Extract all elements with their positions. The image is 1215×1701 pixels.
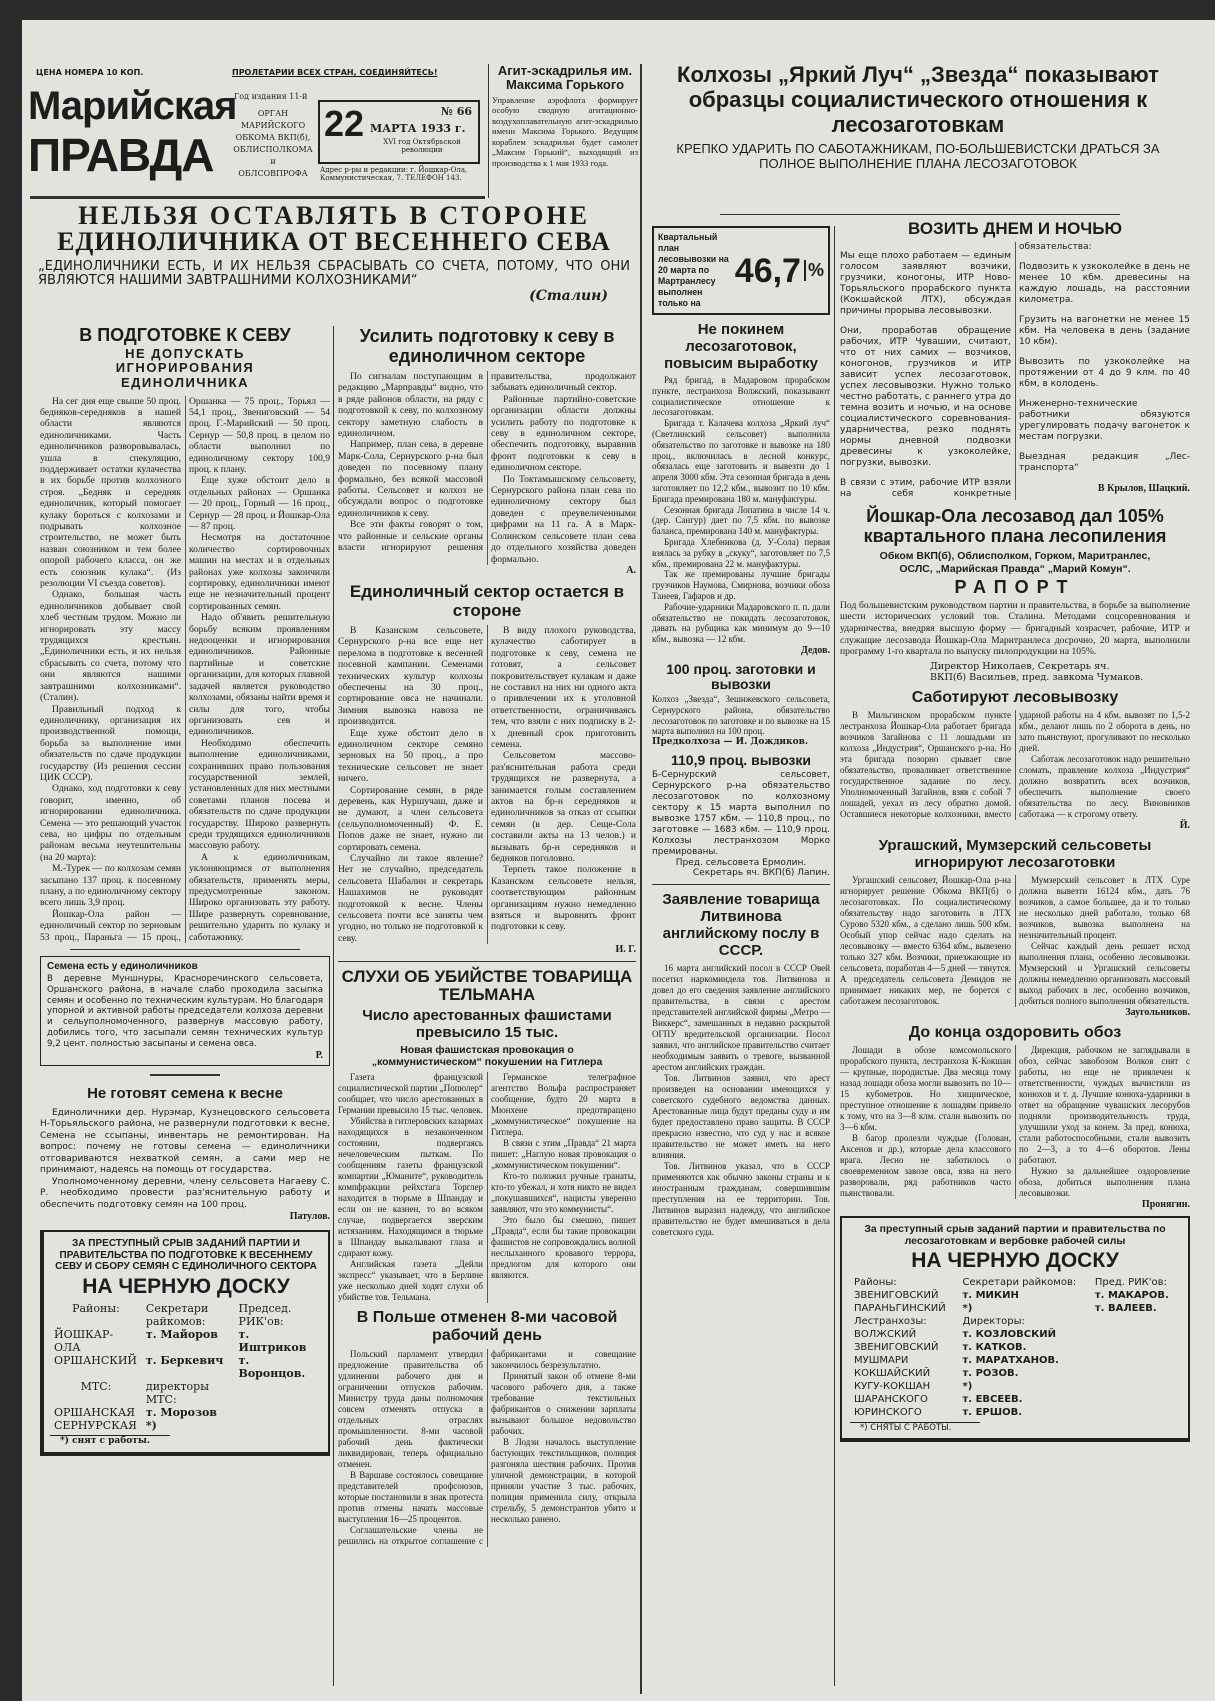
mts: ОРШАНСКАЯ bbox=[54, 1406, 136, 1420]
article-body bbox=[338, 1349, 636, 1547]
paragraph: В виду плохого руководства, кулачество саботирует в подготовке к севу, семена не готовят, а сельсовет покровительствует кулакам и даже не составил на них ни одного акта о привлечении их к уголовной ответственности, ограничиваясь тем, что взяли с них подписку в 2-х дневный срок приготовить семена. bbox=[491, 624, 636, 750]
article-agit-eskadrilya bbox=[492, 64, 638, 168]
plan-percent-value: 46,7 bbox=[734, 251, 801, 290]
paragraph: Однако, ход подготовки к севу говорит, именно, об игнорировании единоличника. Семена — это решающий участок сева, но цифры по отдельным районам весьма неутешительны (на 20 марта): bbox=[40, 783, 181, 863]
divider bbox=[338, 961, 636, 962]
paragraph: Все эти факты говорят о том, что районные и сельские органы власти игнорируют решения правительства, продолжают забывать единоличный сектор. bbox=[338, 371, 636, 554]
board-row bbox=[850, 1406, 1180, 1419]
paragraph: Польский парламент утвердил предложение правительства об удлинении рабочего дня и ограничении отпусков рабочим. Министру труда даны полномочия совсем отменять отпуска в отдельных отраслях промышленности. 8-ми часовой рабочий день фактически ликвидирован, теперь официально отменен. bbox=[338, 1349, 483, 1470]
paragraph: Выездная редакция „Лес-транспорта“ bbox=[1019, 452, 1190, 474]
article-100-proc bbox=[652, 662, 830, 747]
paragraph: Лошади в обозе комсомольского прорабского пункта, лестранхоза К-Кокшан — крупные, породистые. Два месяца тому назад лошади обоза могли вывозить по 10—15 кубометров. Но хищническое, преступное отношение к лошадям привело к тому, что на 3—8 клм. стали вывозить по 3—6 кбм. bbox=[840, 1045, 1011, 1133]
signature: Дедов. bbox=[800, 644, 830, 656]
date-month-year: МАРТА 1933 г. bbox=[370, 122, 466, 135]
signature: Пред. сельсовета Ермолин. bbox=[675, 858, 807, 869]
divider bbox=[70, 949, 300, 950]
article-litvinov bbox=[652, 891, 830, 1238]
article-sabotiruyut bbox=[840, 689, 1190, 831]
board-table bbox=[850, 1276, 1180, 1419]
slogan: ПРОЛЕТАРИИ ВСЕХ СТРАН, СОЕДИНЯЙТЕСЬ! bbox=[232, 68, 438, 77]
paragraph: Сортирование семян, в ряде деревень, как Нуршучаш, даже и не думают, а член сельсовета (сельуполномоченный) Ф. Е. Попов даже не знает, нужно ли сортировать семена. bbox=[338, 784, 483, 853]
board-row bbox=[850, 1328, 1180, 1341]
board-row-cell: т. МАКАРОВ. bbox=[1094, 1289, 1169, 1301]
right-column-b bbox=[840, 220, 1190, 1442]
board-header-row bbox=[50, 1302, 322, 1328]
col-header: директоры МТС: bbox=[145, 1380, 209, 1407]
paragraph: Так же премированы лучшие бригады грузчиков Наумова, Смирнова, возчики обоза Танеев, Гафаров и др. bbox=[652, 569, 830, 601]
signature: Патулов. bbox=[289, 1211, 330, 1223]
board-header-row-cell: Лестранхозы: bbox=[854, 1315, 927, 1327]
article-urgashsky bbox=[840, 837, 1190, 1018]
paragraph: Они, проработав обращение рабочих, ИТР Чувашии, считают, что от них самих — возчиков, коногонов, грузчиков и ИТР зависит успех лесозаготовок, успех лесовывозки. Нужно только честно работать, с раннего утра до темна возить и ночью, и на основе социалистического соревнования-ударничества, резко поднять нормы дневной подвозки древесины к узкоколейке, погрузки, вывозки. bbox=[840, 326, 1011, 469]
divider bbox=[834, 226, 835, 1686]
lead-right bbox=[648, 62, 1188, 171]
article-body: Колхоз „Звезда“, Зешижевского сельсовета, Сернурского района, обязательство лесозаготовок по заготовке и по вывозке на 15 марта выполнил на 100 проц. bbox=[652, 693, 830, 737]
article-title: СЛУХИ ОБ УБИЙСТВЕ ТОВАРИЩА ТЕЛЬМАНА bbox=[341, 967, 633, 1005]
paragraph: А к единоличникам, уклоняющимся от выполнения обязательств, применять меры, предусмотренные законом. Широко организовать эту работу. Шире развернуть соревнование, решительно ударить по кулаку и саботажнику. bbox=[189, 851, 330, 943]
middle-column bbox=[338, 326, 636, 1553]
lead-headline-edinolichnik bbox=[30, 203, 638, 255]
article-body bbox=[40, 1108, 330, 1212]
paragraph: В Варшаве состоялось совещание представителей профсоюзов, которые постановили в знак протеста против отмены начать массовые выступления 16—25 процентов. bbox=[338, 1470, 483, 1525]
plan-percent-unit: % bbox=[804, 260, 824, 281]
board-title: НА ЧЕРНУЮ ДОСКУ bbox=[911, 1249, 1119, 1273]
paragraph: Принятый закон об отмене 8-ми часового рабочего дня, а также требование текстильных фабрикантов о снижении зарплаты вызывают большое недовольство рабочих. bbox=[491, 1371, 636, 1437]
paragraph: Грузить на вагонетки не менее 15 кбм. На человека в день (задание 10 кбм). bbox=[1019, 315, 1190, 348]
board-row-cell: ЗВЕНИГОВСКИЙ bbox=[854, 1341, 939, 1353]
paragraph: По Токтамышскому сельсовету, Сернурского района план сева по единоличному сектору был доведен с преувеличенными цифрами на 11 га. А в Марк-Солинском сельсовете план сева до отдельного хозяйства доведен формально. bbox=[491, 473, 636, 565]
year-of-publication: Год издания 11-й bbox=[234, 92, 308, 101]
article-title: До конца оздоровить обоз bbox=[908, 1024, 1122, 1042]
paragraph: Сейчас каждый день решает исход выполнения плана, особенно лесовывозки. Мумзерский и Ургашский сельсоветы должны немедленно организовать массовый выход рабочих в лес, особенно возчиков, добиться полного выполнения обязательств. bbox=[1019, 941, 1190, 1007]
paragraph: В Мильгинском прорабском пункте лестранхоза Йошкар-Ола работает бригада возчиков Загайнова с 11 лошадьми из колхоза „Индустрия“, Оршанского р-на. Но эта бригада позорно срывает свое обязательство, проваливает ответственное государственное задание по лесу. Уполномоченный Загайнов, взяв с собой 7 лошадей, уехал из лесу обратно домой. Оставшиеся некоторые колхозники, вместо ударной работы на 4 кбм. вывозят по 1,5-2 кбм., делают лишь по 2 оборота в день, но зато пьянствуют, прогуливают по несколько дней. bbox=[840, 710, 1190, 820]
district: ОРШАНСКИЙ bbox=[54, 1354, 138, 1368]
board-table bbox=[50, 1302, 322, 1432]
board-header-row-cell: Директоры: bbox=[962, 1315, 1025, 1327]
chairman: т. Воронцов. bbox=[238, 1354, 306, 1381]
paragraph: Тов. Литвинов заявил, что арест произведен на основании имеющихся у советского судебного ведомства данных. Арестованные лица будут преданы суду и им будет предоставлено право защиты. В СССР прекрасно известно, что суд у нас и всякое правительство не может иметь на него влияния. bbox=[652, 1073, 830, 1161]
paragraph: Районные партийно-советские организации области должны усилить работу по подготовке к севу в единоличном секторе, обеспечить подготовку, выравнив фронт подготовки к севу в единоличном секторе. bbox=[491, 393, 636, 474]
paragraph: По сигналам поступающим в редакцию „Марправды“ видно, что в ряде районов области, на ряду с подготовкой к севу, по колхозному сектору заметную слабость в единоличном. bbox=[338, 371, 483, 440]
price: ЦЕНА НОМЕРА 10 КОП. bbox=[36, 68, 144, 77]
board-row-cell: т. ЕВСЕЕВ. bbox=[962, 1393, 1023, 1405]
paragraph: Еще хуже обстоит дело в отдельных районах — Оршанка — 20 проц., Горный — 16 проц., Сернур — 28 проц. и Йошкар-Ола — 87 проц. bbox=[189, 475, 330, 532]
board-row bbox=[50, 1419, 322, 1432]
divider bbox=[30, 196, 485, 199]
board-row-cell: МУШМАРИ bbox=[854, 1354, 909, 1366]
paragraph: Однако, большая часть единоличников добывает свой хлеб честным трудом. Можно ли игнорировать эту массу трудящихся крестьян. „Единоличники есть, и их нельзя сбрасывать со счета, потому что они являются нашими завтрашними колхозниками“. (Сталин). bbox=[40, 589, 181, 704]
paragraph: Дирекция, рабочком не заглядывали в обоз, сейчас завобозом Волков снят с работы, но еще не привлечен к ответственности, чуждых вычистили из конюхов и т. д. Лучшие конюха-ударники в ответ на обращение чувашских лесорубов подняли производительность труда, улучшили уход за конем. За пред. конюха, стали работоспособными, стали вывозить по 2—3, а то 4—6 оборотов. Лены работают. bbox=[1019, 1045, 1190, 1166]
paragraph: Подвозить к узкоколейке в день не менее 10 кбм. древесины на каждую лошадь, на расстоянии километра. bbox=[1019, 262, 1190, 306]
board-row bbox=[850, 1341, 1180, 1354]
paragraph: Правильный подход к единоличнику, организация их производственной помощи, борьба за выполнение ими обязательств по сдаче продукции государству (Из решения сессии ЦИК СССР). bbox=[40, 703, 181, 783]
empty-cell bbox=[235, 1406, 322, 1419]
stalin-quote: „ЕДИНОЛИЧНИКИ ЕСТЬ, И ИХ НЕЛЬЗЯ СБРАСЫВАТЬ СО СЧЕТА, ПОТОМУ, ЧТО ОНИ ЯВЛЯЮТСЯ НАШИМИ ЗАВТРАШНИМИ КОЛХОЗНИКАМИ“ bbox=[38, 259, 630, 288]
signature: Директор Николаев, Секретарь яч. bbox=[930, 660, 1110, 672]
article-title: В ПОДГОТОВКЕ К СЕВУ bbox=[79, 325, 291, 345]
paragraph: На сег дня еще свыше 50 проц. бедняков-середняков в нашей области являются единоличниками. Часть единоличников разворовывалась, ушла в спекуляцию, поддерживает остатки кулачества в их борьбе против колхозного строя. „Бедняк и середняк единоличник, который помогает кулаку бороться с колхозами и подрывать колхозное строительство, не может быть назван союзником и тем более опорой рабочего класса, он же есть союзник кулака“. (Из резолюции VI съезда советов). bbox=[40, 395, 181, 590]
lead-subhead-lesozagotovki: КРЕПКО УДАРИТЬ ПО САБОТАЖНИКАМ, ПО-БОЛЬШЕВИСТСКИ ДРАТЬСЯ ЗА ПОЛНОЕ ВЫПОЛНЕНИЕ ПЛАНА ЛЕСОЗАГОТОВОК bbox=[676, 141, 1160, 171]
signature: Р. bbox=[315, 1049, 323, 1061]
article-subtitle: НЕ ДОПУСКАТЬ ИГНОРИРОВАНИЯ ЕДИНОЛИЧНИКА bbox=[115, 346, 255, 390]
paragraph: Еще хуже обстоит дело в единоличном секторе семяно зерновых на 50 проц., а про технические сельсовет не знает ничего. bbox=[338, 727, 483, 785]
date-day: 22 bbox=[324, 103, 365, 144]
article-110-proc bbox=[652, 753, 830, 878]
paragraph: В связи с этим „Правда“ 21 марта пишет: „Наглую новая провокация о „коммунистическом покушении“. bbox=[491, 1138, 636, 1171]
board-header-row-cell: Секретари райкомов: bbox=[962, 1276, 1077, 1288]
board-row-cell: ПАРАНЬГИНСКИЙ bbox=[854, 1302, 946, 1314]
article-title: Семена есть у единоличников bbox=[47, 961, 198, 973]
logo-line-2: ПРАВДА bbox=[28, 129, 214, 181]
paragraph: Убийства в гитлеровских казармах находящихся в незаконченном состоянии, подвергаясь нечеловеческим пыткам. По сообщениям газеты французской компартии „Юманите“, руководитель компфракции рейхстага Торглер находится в тюрьме в Шпандау и если он не казнен, то во всяком случае, подвергается зверским истязаниям. Находящимся в тюрьме в Шпандау выкалывают глаза и сдирают кожу. bbox=[338, 1116, 483, 1259]
logo-line-1: Марийская bbox=[28, 84, 237, 128]
signature: Й. bbox=[1179, 820, 1190, 832]
divider bbox=[333, 326, 334, 1686]
director: т. Морозов bbox=[145, 1406, 217, 1420]
article-body bbox=[338, 371, 636, 565]
paragraph: Инженерно-технические работники обязуются урегулировать подачу вагонеток к местам погрузки. bbox=[1019, 399, 1190, 443]
board-row bbox=[50, 1354, 322, 1380]
paragraph: Кто-то положил ручные гранаты, кто-то убежал, и хотя никто не видел „покушавшихся“, нацисты уверенно заявляют, что это коммунисты“. bbox=[491, 1171, 636, 1215]
organ-line: ОБЛСОВПРОФА bbox=[238, 169, 308, 178]
board-row bbox=[50, 1328, 322, 1354]
organ-line: ОРГАН bbox=[257, 109, 289, 118]
paragraph: М.-Турек — по колхозам семян засыпано 137 проц. к посевному плану, а по единоличному сектору всего лишь 3,9 проц. bbox=[40, 863, 181, 909]
article-edinolichny-sektor bbox=[338, 582, 636, 955]
board-row-cell: т. МАРАТХАНОВ. bbox=[962, 1354, 1059, 1366]
paragraph: Бригада Хлебникова (д. У-Сола) первая взялась за рубку в „скуку“, заготовляет по 7,5 кбм., премирована 22 м. мануфактуры. bbox=[652, 536, 830, 569]
paragraph: В Казанском сельсовете, Сернурского р-на все еще нет перелома в подготовке к весенней посевной кампании. Семенами технических культур колхозы обеспечены на 30 проц., сортирование овса не начинали. Зимняя вывозка навоза не производится. bbox=[338, 624, 483, 728]
article-body: В деревне Муншнуры, Красноречинского сельсовета, Оршанского района, в начале слабо проходила засыпка семян и особенно по техническим культурам. Но благодаря упорной и активной работы председатели колхоза деревни и сельуполномоченного, развернув массовую работу, добились того, что засыпали семян технических культур 9,2 цент. полностью засыпаны и семена овса. bbox=[47, 974, 323, 1049]
paragraph: Рабочие-ударники Мадаровского п. п. дали обязательство не покидать лесозаготовок, давать на рубщика как минимум до 9—10 кбм., вывозка — 12 кбм. bbox=[652, 601, 830, 645]
paragraph: Вывозить по узкоколейке на протяжении от 4 до 9 клм. по 40 кбм, в колодень. bbox=[1019, 357, 1190, 390]
board-row bbox=[850, 1289, 1180, 1302]
article-title: В Польше отменен 8-ми часовой рабочий день bbox=[356, 1309, 618, 1345]
paragraph: Необходимо обеспечить выполнение единоличниками, сохранивших право пользования государственной землей, установленных для них местными советами планов посева и обязательств по сдаче продукции государству. Широко развернуть среди трудящихся единоличников массовую работу. bbox=[189, 737, 330, 852]
lead-headline-kolkhozy: Колхозы „Яркий Луч“ „Звезда“ показывают образцы социалистического отношения к лесозаготовкам bbox=[677, 62, 1159, 137]
article-title: Усилить подготовку к севу в единоличном секторе bbox=[359, 326, 615, 366]
paragraph: Английская газета „Дейли экспресс“ указывает, что в Берлине уже несколько дней ходят слухи об убийстве тов. Тельмана. bbox=[338, 1259, 483, 1303]
board-row bbox=[50, 1406, 322, 1419]
left-column bbox=[40, 326, 330, 1456]
article-vozit-dnem-i-nochyu bbox=[840, 220, 1190, 500]
issue-number: № 66 bbox=[440, 105, 472, 118]
board-row-cell: *) bbox=[962, 1380, 973, 1392]
divider bbox=[652, 884, 830, 885]
board-header: За преступный срыв заданий партии и правительства по лесозаготовкам и вербовке рабочей силы bbox=[864, 1223, 1166, 1248]
board-row-cell: КУГУ-КОКШАН bbox=[854, 1380, 931, 1392]
signature: Пронягин. bbox=[1141, 1199, 1190, 1211]
article-subtitle: Число арестованных фашистами превысило 15 тыс. bbox=[362, 1007, 612, 1042]
board-title: НА ЧЕРНУЮ ДОСКУ bbox=[82, 1274, 290, 1298]
date-box bbox=[318, 100, 480, 164]
board-row-cell: *) bbox=[962, 1302, 973, 1314]
col-header: МТС: bbox=[80, 1380, 112, 1394]
director: *) bbox=[145, 1419, 157, 1433]
board-row-cell: т. КАТКОВ. bbox=[962, 1341, 1027, 1353]
article-title: Не покинем лесозаготовок, повысим выработку bbox=[664, 321, 818, 372]
secretary: т. Майоров bbox=[145, 1328, 218, 1342]
article-v-podgotovke-k-sevu bbox=[40, 326, 330, 943]
signature: В Крылов, Шацкий. bbox=[1097, 483, 1190, 495]
paragraph: Нужно за дальнейшее оздоровление обоза, добиться выполнения плана лесовывозки. bbox=[1019, 1166, 1190, 1199]
board-row-cell: ВОЛЖСКИЙ bbox=[854, 1328, 917, 1340]
article-lesozavod-105 bbox=[840, 506, 1190, 682]
article-title: Не готовят семена к весне bbox=[87, 1084, 283, 1102]
article-ne-pokinem bbox=[652, 321, 830, 656]
empty-cell bbox=[235, 1419, 322, 1432]
report-label: РАПОРТ bbox=[954, 577, 1076, 598]
paragraph: Тов. Литвинов указал, что в СССР применяются как обычно законы страны и к иностранным гражданам, совершившим преступления на ее территории. Тов. Литвинов выразил надежду, что английское правительство не будет вмешиваться в дела советского суда. bbox=[652, 1161, 830, 1238]
article-body bbox=[840, 710, 1190, 820]
black-board-sev bbox=[40, 1230, 330, 1456]
paragraph: Несмотря на достаточное количество сортировочных машин на местах и в отдельных районах уже колхозы закончили сортировку, единоличники имеют еще не незначительный процент сортированных семян. bbox=[189, 532, 330, 612]
signature: ВКП(б) Васильев, пред. завкома Чумаков. bbox=[930, 671, 1144, 683]
paragraph: Германское телеграфное агентство Вольфа распространяет сообщение, будто 20 марта в Мюнхене предотвращено „коммунистическое“ покушение на Гитлера. bbox=[491, 1072, 636, 1138]
paragraph: В Лодзи началось выступление бастующих текстильщиков, полиция разгоняла шествия рабочих. Против уличной демонстрации, в которой приняли участие 3 тыс. рабочих, полиция применила силу, открыла стрельбу, 5 демонстрантов убито и несколько ранено. bbox=[491, 1437, 636, 1525]
article-body: Под большевистским руководством партии и правительства, в борьбе за выполнение шести исторических условий тов. Сталина. Методами соцсоревнования и ударничества, внедряя высшую форму — бригадный хозрасчет, рабочие, ИТР и служащие лесозавода Йошкар-Ола Маритранлеса досрочно, 20 марта, выполнили программу 1-го квартала по выпуску пилопродукции на 105%. bbox=[840, 599, 1190, 658]
board-header-row bbox=[50, 1380, 322, 1406]
board-header-row bbox=[850, 1315, 1180, 1328]
board-row-cell: КОКШАЙСКИЙ bbox=[854, 1367, 931, 1379]
signature: А. bbox=[626, 564, 636, 576]
paragraph: Надо об'явить решительную борьбу всяким проявлениям недооценки и игнорирования единоличников. Районные партийные и советские организации, для которых главной задачей является руководство колхозами, обязаны найти время и силы для того, чтобы организовать сев и единоличников. bbox=[189, 612, 331, 738]
secretary: т. Беркевич bbox=[145, 1354, 224, 1368]
article-body bbox=[40, 396, 330, 944]
board-header: ЗА ПРЕСТУПНЫЙ СРЫВ ЗАДАНИЙ ПАРТИИ И ПРАВИТЕЛЬСТВА ПО ПОДГОТОВКЕ К ВЕСЕННЕМУ СЕВУ И СБОРУ СЕМЯН С ЕДИНОЛИЧНОГО СЕКТОРА bbox=[55, 1238, 317, 1273]
mts: СЕРНУРСКАЯ bbox=[54, 1419, 137, 1433]
article-body bbox=[840, 242, 1190, 500]
paragraph: Ургашский сельсовет, Йошкар-Ола р-на игнорирует решение Обкома ВКП(б) о лесозаготовках. По социалистическому обязательству надо заготовить в ЛТХ Сурово 5320 кбм., а сделано лишь 500 кбм. Особый упор сейчас надо сделать на лесовывозку — вместо 6364 кбм., вывезено только 327 кбм. Возчики, приезжающие из сельсовета, поработав 4—5 дней — тянутся. А председатель сельсовета Демидов не принимает никаких мер, не борется с саботажем лесозаготовок. bbox=[840, 875, 1011, 1007]
paragraph: Сельсоветом массово-раз'яснительная работа среди трудящихся не развернута, а занимается голым составлением актов на бр-н середняков и единоличников за отказ от ссыпки семян (в дер. Сеще-Сола составили акты на 13 челов.) и вызывать бр-н середняков и бедняков поголовно. bbox=[491, 750, 636, 865]
col-header: Секретари райкомов: bbox=[145, 1302, 209, 1329]
article-title: Заявление товарища Литвинова английскому послу в СССР. bbox=[662, 891, 820, 960]
paragraph: Саботаж лесозаготовок надо решительно сломать, правление колхоза „Индустрия“ должно возвратить всех возчиков, обеспечить выполнение своего обязательства по лесу. Виновников саботажа — к строгому ответу. bbox=[1019, 754, 1190, 820]
divider bbox=[640, 64, 642, 1694]
article-body bbox=[840, 1045, 1190, 1199]
board-row-cell: т. РОЗОВ. bbox=[962, 1367, 1019, 1379]
col-header: Председ. РИК'ов: bbox=[238, 1302, 292, 1329]
board-header-row-cell: Пред. РИК'ов: bbox=[1094, 1276, 1167, 1288]
lead-left bbox=[30, 203, 638, 304]
signature: Заугольников. bbox=[1125, 1007, 1190, 1019]
paragraph: Уполномоченному деревни, члену сельсовета Нагаеву С. Р. необходимо провести раз'яснительную работу и обеспечить подготовку семян на 100 проц. bbox=[40, 1176, 330, 1210]
article-title: Саботируют лесовывозку bbox=[911, 688, 1119, 706]
board-footnote: *) снят с работы. bbox=[50, 1435, 170, 1446]
article-body: Б-Сернурский сельсовет, Сернурского р-на обязательство лесозаготовок по колхозному сектору к 15 марта выполнил по вывозке 1757 кбм. — 110,8 проц., по заготовке — 1683 кбм. — 110,9 проц. Колхозы лестранхозом Морко премированы. bbox=[652, 770, 830, 858]
quote-author: (Сталин) bbox=[529, 288, 608, 304]
organ-line: МАРИЙСКОГО bbox=[240, 121, 306, 130]
paragraph: Это было бы смешно, пишет „Правда“, если бы такие провокации фашистов не сопровождались волной неслыханного кровавого террора, предлогом для которого они являются. bbox=[491, 1215, 636, 1281]
board-header-row bbox=[850, 1276, 1180, 1289]
organ-lines bbox=[232, 108, 314, 180]
paragraph: Соглашательские члены не решились на открытое соглашение с фабрикантами и совещание закончилось безрезультатно. bbox=[338, 1349, 636, 1547]
article-usilit-podgotovku bbox=[338, 326, 636, 576]
board-header-row-cell: Районы: bbox=[854, 1276, 897, 1288]
board-row-cell: т. МИКИН bbox=[962, 1289, 1019, 1301]
organ-line: ОБЛИСПОЛКОМА и bbox=[233, 145, 313, 166]
paragraph: Единоличники дер. Нурэмар, Кузнецовского сельсовета Н-Торьяльского района, не развернули подготовки к весне. Семена не ссыпаны, инвентарь не ремонтирован. На вопрос: почему не готовы семена — единоличники отговариваются нехваткой семян, а сами мер не принимают, надеясь на помощь от государства. bbox=[40, 1107, 330, 1176]
headline-line-2: ЕДИНОЛИЧНИКА ОТ ВЕСЕННЕГО СЕВА bbox=[57, 227, 611, 256]
paragraph: В связи с этим, рабочие ИТР взяли на себя конкретные обязательства: bbox=[840, 242, 1092, 500]
divider bbox=[488, 64, 489, 198]
article-title: Ургашский, Мумзерский сельсоветы игнорируют лесозаготовки bbox=[878, 837, 1152, 872]
board-row-cell: ЗВЕНИГОВСКИЙ bbox=[854, 1289, 939, 1301]
article-body bbox=[840, 875, 1190, 1007]
article-title: Агит-эскадрилья им. Максима Горького bbox=[497, 63, 633, 93]
article-telman bbox=[338, 968, 636, 1303]
divider bbox=[720, 214, 1120, 215]
headline-line-1: НЕЛЬЗЯ ОСТАВЛЯТЬ В СТОРОНЕ bbox=[78, 201, 590, 230]
signature: И. Г. bbox=[615, 944, 636, 956]
paragraph: В багор пролезли чуждые (Голован, Аксенов и др.), которые дела классового врага. Лесно не заботилось о своевременном завозе овса, язва на него разворовали, ряд работников часто пьянствовали. bbox=[840, 1133, 1011, 1199]
newspaper-logo bbox=[28, 84, 237, 182]
board-row-cell: т. ВАЛЕЕВ. bbox=[1094, 1302, 1157, 1314]
paragraph: Бригада т. Калачева колхоза „Яркий луч“ (Светлинский сельсовет) выполнила обязательство по заготовке и вывозке на 180 проц., включилась в лесной конкурс, обязалась еще заготовить и вывезти до 1 апреля 3000 кбм. Эта сезонная бригада в день заготовляет по 12,2 кбм., вывозит по 10 кбм. Бригада премирована 180 м. мануфактуры. bbox=[652, 418, 830, 504]
article-body bbox=[338, 1072, 636, 1303]
board-row bbox=[850, 1380, 1180, 1393]
article-polsha bbox=[338, 1309, 636, 1547]
article-title: ВОЗИТЬ ДНЕМ И НОЧЬЮ bbox=[907, 219, 1123, 238]
paragraph: Мумзерский сельсовет в ЛТХ Суре должна вывезти 16124 кбм., дать 76 возчиков, а самое большее, да и то только не несколько дней работало, только 68 возчиков, вывозка выполнена на незначительный процент. bbox=[1019, 875, 1190, 941]
right-column-a bbox=[652, 226, 830, 1244]
paragraph: Мы еще плохо работаем — единым голосом заявляют возчики, грузчики, коногоны, ИТР Ново-Торьяльского прорабского пункта (Кокшайской ЛТХ), обсуждая причины прорыва лесовывозки. bbox=[840, 251, 1011, 317]
article-title: 100 проц. заготовки и вывозки bbox=[666, 660, 816, 692]
board-row bbox=[850, 1354, 1180, 1367]
article-body bbox=[652, 375, 830, 645]
article-body: Управление аэрофлота формирует особую сводную агитационно-воздухоплавательную агит-эскадрилью имени Максима Горького. Ведущим кораблем эскадрильи будет самолет „Максим Горький“, выходящий из производства к 1 мая 1933 года. bbox=[492, 95, 638, 168]
board-row-cell: т. КОЗЛОВСКИЙ bbox=[962, 1328, 1057, 1340]
revolution-year: XVI год Октябрьской революции bbox=[383, 138, 461, 154]
article-oboz bbox=[840, 1024, 1190, 1210]
signature: Секретарь яч. ВКП(б) Лапин. bbox=[692, 868, 830, 879]
article-body bbox=[338, 625, 636, 944]
board-row-cell: ШАРАНСКОГО bbox=[854, 1393, 928, 1405]
article-title: 110,9 проц. вывозки bbox=[670, 752, 812, 769]
paragraph: Йошкар-Ола район — единоличный сектор по зерновым 53 проц., Параньга — 15 проц., Оршанка — 75 проц., Торьял — 54,1 проц., Звениговский — 54 проц. Г.-Марийский — 50 проц. Сернур — 50,8 проц. в целом по области выполнил по единоличному сектору 100,9 проц. к плану. bbox=[40, 395, 330, 943]
article-semena-est bbox=[40, 956, 330, 1066]
board-row-cell: т. ЕРШОВ. bbox=[962, 1406, 1023, 1418]
col-header: Районы: bbox=[72, 1302, 120, 1316]
board-row-cell: ЮРИНСКОГО bbox=[854, 1406, 922, 1418]
paragraph: Сезонная бригада Лопатина в числе 14 ч. (дер. Сангур) дает по 7,5 кбм. по вывозке баланса, премирована 140 м. мануфактуры. bbox=[652, 504, 830, 537]
board-footnote: *) СНЯТЫ С РАБОТЫ. bbox=[850, 1422, 980, 1433]
paragraph: Ряд бригад, в Мадаровом прорабском пункте, лестранхоза Волжский, показывают социалистическое отношение к лесозаготовкам. bbox=[652, 375, 830, 418]
chairman: т. Иштриков bbox=[238, 1328, 307, 1355]
paragraph: Терпеть такое положение в Казанском сельсовете нельзя, соответствующим районным организациям нужно немедленно взяться и выровнять фронт подготовки к севу. bbox=[491, 864, 636, 933]
article-ne-gotovyat-semena bbox=[40, 1086, 330, 1223]
paragraph: 16 марта английский посол в СССР Овей посетил наркоминдела тов. Литвинова и довел до его сведения заявление английского правительства, в связи с арестом представителей английской фирмы „Метро — Виккерс“, замешанных в недавно раскрытой ОГПУ вредительской организации. Посол заявил, что английское правительство считает необходимым заявить о тревоге, вызванной арестом английских граждан. bbox=[652, 963, 830, 1073]
district: ЙОШКАР-ОЛА bbox=[54, 1328, 114, 1355]
divider bbox=[150, 1074, 220, 1076]
plan-label: Квартальный план лесовывозки на 20 марта по Мартранлесу выполнен только на bbox=[658, 232, 729, 308]
board-row bbox=[850, 1393, 1180, 1406]
article-body bbox=[652, 963, 830, 1238]
address: Адрес р-ры и редакции: г. Йошкар-Ола, Коммунистическая, 7. ТЕЛЕФОН 143. bbox=[320, 166, 468, 182]
article-title: Единоличный сектор остается в стороне bbox=[349, 581, 625, 620]
board-row bbox=[850, 1367, 1180, 1380]
paragraph: Например, план сева, в деревне Марк-Сола, Сернурского р-на был доведен по посевному плану формально, без всякой массовой работы. Сельсовет и колхоз не обсуждали вопрос о подготовке единоличников к севу. bbox=[338, 439, 483, 519]
report-addressees: Обком ВКП(б), Облисполком, Горком, Маритранлес, ОСЛС, „Марийская Правда“ „Марий Комун“. bbox=[879, 550, 1151, 576]
organ-line: ОБКОМА ВКП(б), bbox=[235, 133, 311, 142]
board-row bbox=[850, 1302, 1180, 1315]
empty-cell bbox=[235, 1380, 322, 1406]
signature: Предколхоза — И. Дождиков. bbox=[652, 737, 809, 748]
article-subsubtitle: Новая фашистская провокация о „коммунистическом“ покушении на Гитлера bbox=[371, 1044, 603, 1069]
paragraph: Случайно ли такое явление? Нет не случайно, председатель сельсовета Шабалин и секретарь Нашахимов не руководят подготовкой к весне. Члены сельсовета почти все заняты чем угодно, но только не подготовкой к севу. bbox=[338, 853, 483, 944]
black-board-les bbox=[840, 1216, 1190, 1442]
article-title: Йошкар-Ола лесозавод дал 105% квартального плана лесопиления bbox=[863, 506, 1167, 547]
paragraph: Газета французской социалистической партии „Попюлер“ сообщает, что число арестованных в Германии превысило 15 тыс. человек. bbox=[338, 1072, 483, 1116]
plan-percent-box bbox=[652, 226, 830, 315]
